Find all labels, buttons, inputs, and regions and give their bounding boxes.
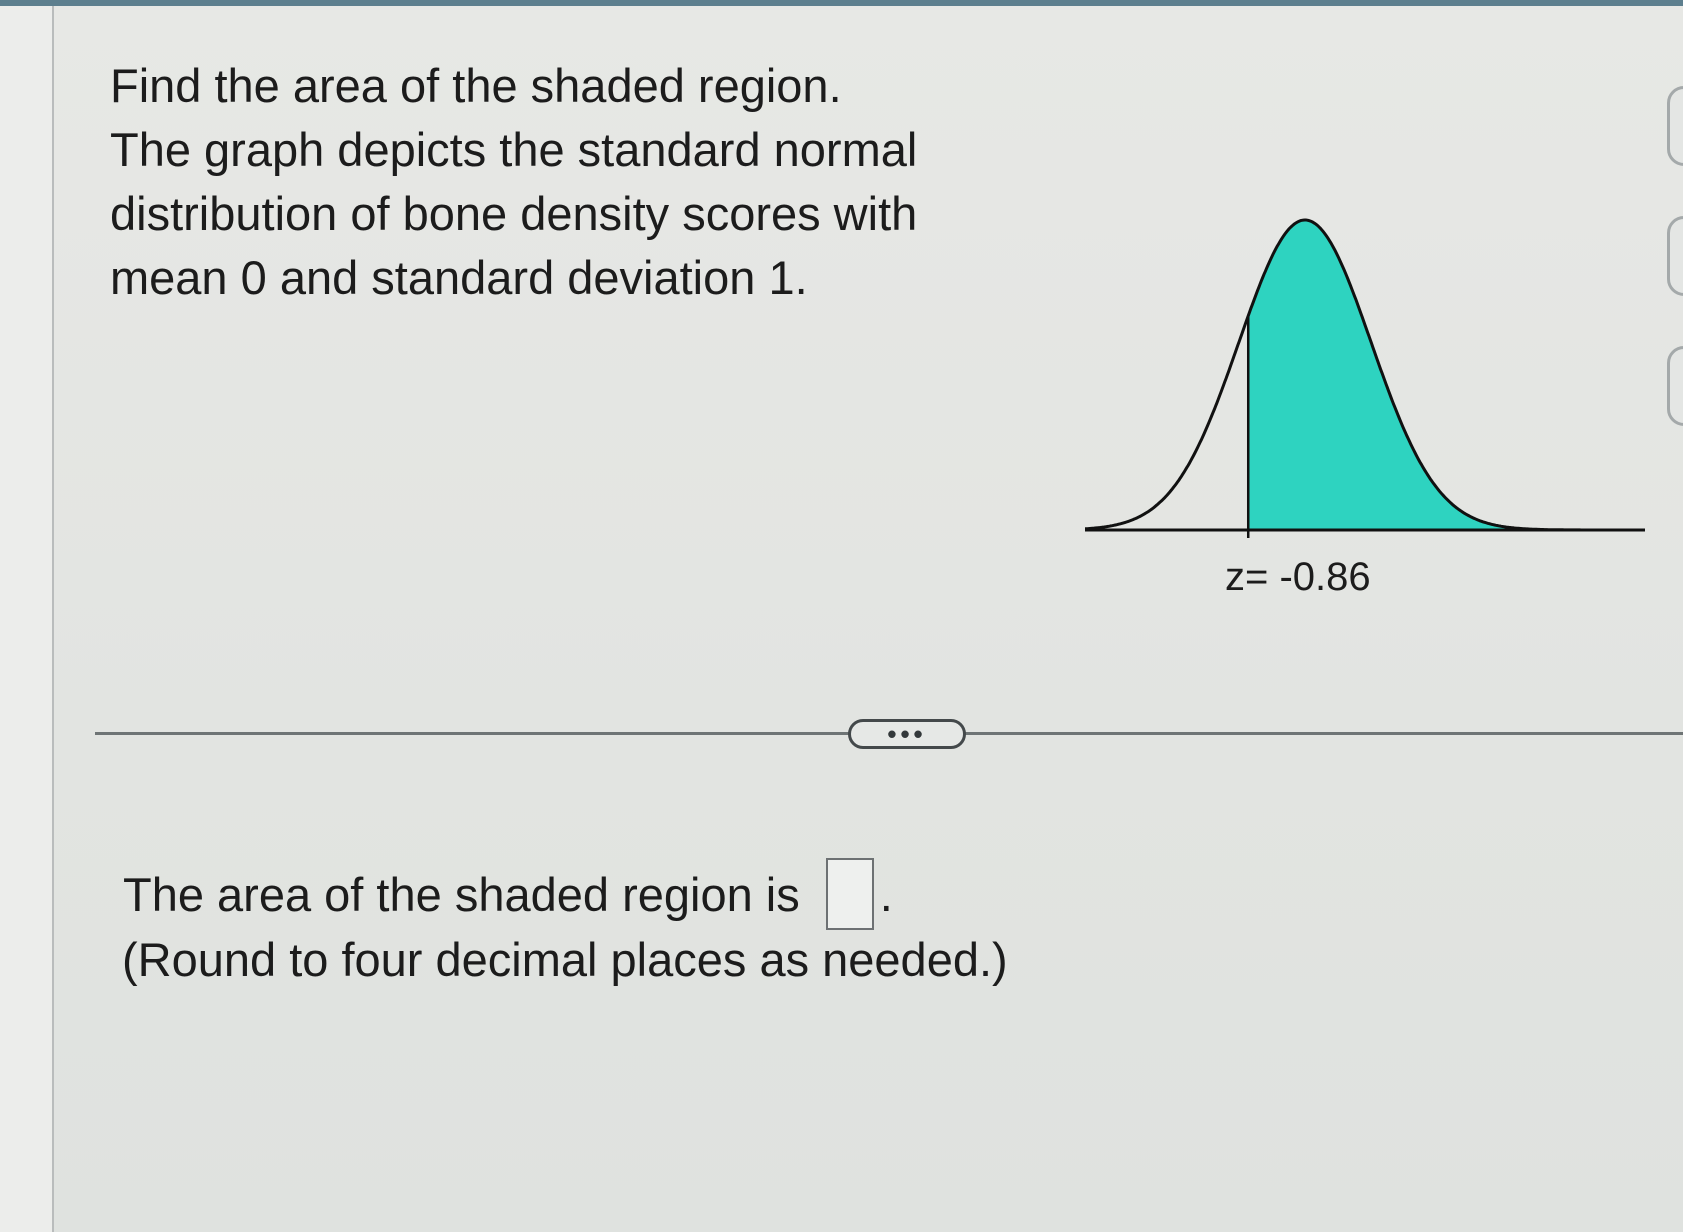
question-text: [110, 54, 1010, 310]
more-options-button[interactable]: •••: [848, 719, 966, 749]
normal-distribution-graph: [1085, 200, 1645, 540]
side-tab-2[interactable]: [1667, 216, 1683, 296]
side-tab-1[interactable]: [1667, 86, 1683, 166]
answer-prefix: The area of the shaded region is: [123, 867, 800, 921]
question-line-4: mean 0 and standard deviation 1.: [110, 251, 808, 304]
question-line-1: Find the area of the shaded region.: [110, 59, 842, 112]
side-tab-3[interactable]: [1667, 346, 1683, 426]
answer-input[interactable]: [826, 858, 874, 930]
left-gutter: [0, 6, 54, 1232]
question-line-2: The graph depicts the standard normal: [110, 123, 918, 176]
answer-line: [123, 858, 893, 930]
shaded-region: [1248, 220, 1608, 530]
rounding-instruction: (Round to four decimal places as needed.): [122, 933, 1008, 986]
z-score-label: z= -0.86: [1225, 555, 1371, 599]
answer-suffix: .: [879, 867, 893, 921]
question-line-3: distribution of bone density scores with: [110, 187, 918, 240]
